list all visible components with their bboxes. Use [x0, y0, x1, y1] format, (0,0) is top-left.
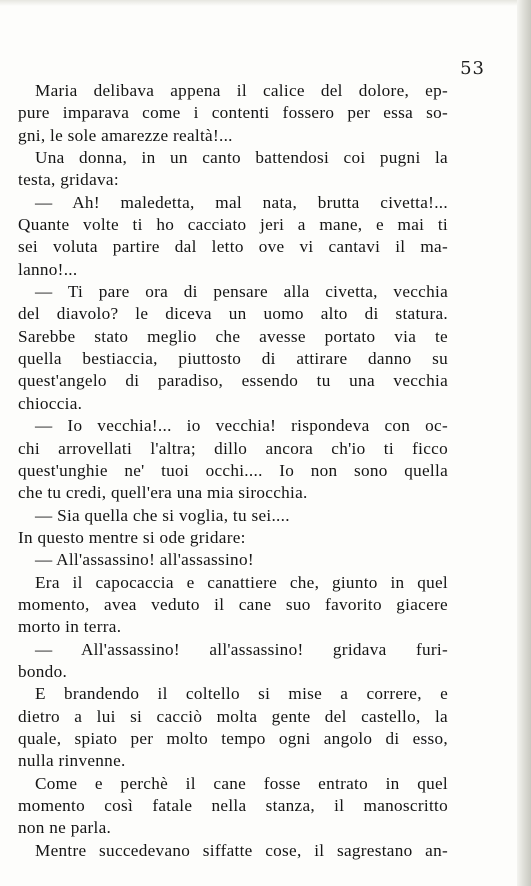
- text-line: quella bestiaccia, piuttosto di attirare danno su: [18, 349, 448, 369]
- text-line: momento, avea veduto il cane suo favorito giacere: [18, 594, 448, 614]
- text-line: non ne parla.: [18, 818, 112, 838]
- text-line: E brandendo il coltello si mise a correre, e: [35, 684, 448, 704]
- text-line: del diavolo? le diceva un uomo alto di statura.: [18, 304, 448, 324]
- text-line: — Ah! maledetta, mal nata, brutta civetta!...: [35, 192, 448, 212]
- text-line: sei voluta partire dal letto ove vi cantavi il ma-: [18, 237, 448, 257]
- text-line: Era il capocaccia e canattiere che, giunto in quel: [35, 572, 448, 592]
- text-line: pure imparava come i contenti fossero per essa so-: [18, 103, 448, 123]
- text-line: In questo mentre si ode gridare:: [18, 527, 246, 547]
- text-line: bondo.: [18, 661, 68, 681]
- text-line: Sarebbe stato meglio che avesse portato via te: [18, 326, 448, 346]
- text-line: chi arrovellati l'altra; dillo ancora ch'io ti ficco: [18, 438, 448, 458]
- text-line: testa, gridava:: [18, 170, 119, 190]
- text-line: Una donna, in un canto battendosi coi pugni la: [35, 148, 448, 168]
- text-line: dietro a lui si cacciò molta gente del castello, la: [18, 706, 448, 726]
- page-binding-edge: [517, 0, 531, 886]
- text-line: — All'assassino! all'assassino! gridava furi-: [35, 639, 448, 659]
- text-line: chioccia.: [18, 393, 83, 413]
- text-line: lanno!...: [18, 259, 78, 279]
- text-line: gni, le sole amarezze realtà!...: [18, 125, 233, 145]
- text-line: Come e perchè il cane fosse entrato in quel: [35, 773, 448, 793]
- text-line: Quante volte ti ho cacciato jeri a mane, e mai ti: [18, 215, 448, 235]
- text-line: — All'assassino! all'assassino!: [35, 550, 254, 570]
- text-line: — Io vecchia!... io vecchia! rispondeva con oc-: [35, 416, 448, 436]
- text-line: Maria delibava appena il calice del dolore, ep-: [35, 81, 448, 100]
- text-line: quest'unghie ne' tuoi occhi.... Io non sono quella: [18, 460, 448, 480]
- text-line: — Ti pare ora di pensare alla civetta, vecchia: [35, 282, 448, 302]
- text-line: che tu credi, quell'era una mia sirocchia.: [18, 483, 308, 503]
- text-line: quest'angelo di paradiso, essendo tu una vecchia: [18, 371, 448, 391]
- page-number: 53: [460, 58, 485, 79]
- text-line: quale, spiato per molto tempo ogni angolo di esso,: [18, 728, 448, 748]
- text-line: morto in terra.: [18, 617, 122, 637]
- body-text: [18, 80, 448, 862]
- text-line: momento così fatale nella stanza, il manoscritto: [18, 796, 448, 815]
- text-line: — Sia quella che si voglia, tu sei....: [35, 505, 290, 525]
- text-line: nulla rinvenne.: [18, 751, 126, 771]
- page-top-edge: [0, 0, 531, 6]
- text-line: Mentre succedevano siffatte cose, il sagrestano an-: [35, 840, 448, 860]
